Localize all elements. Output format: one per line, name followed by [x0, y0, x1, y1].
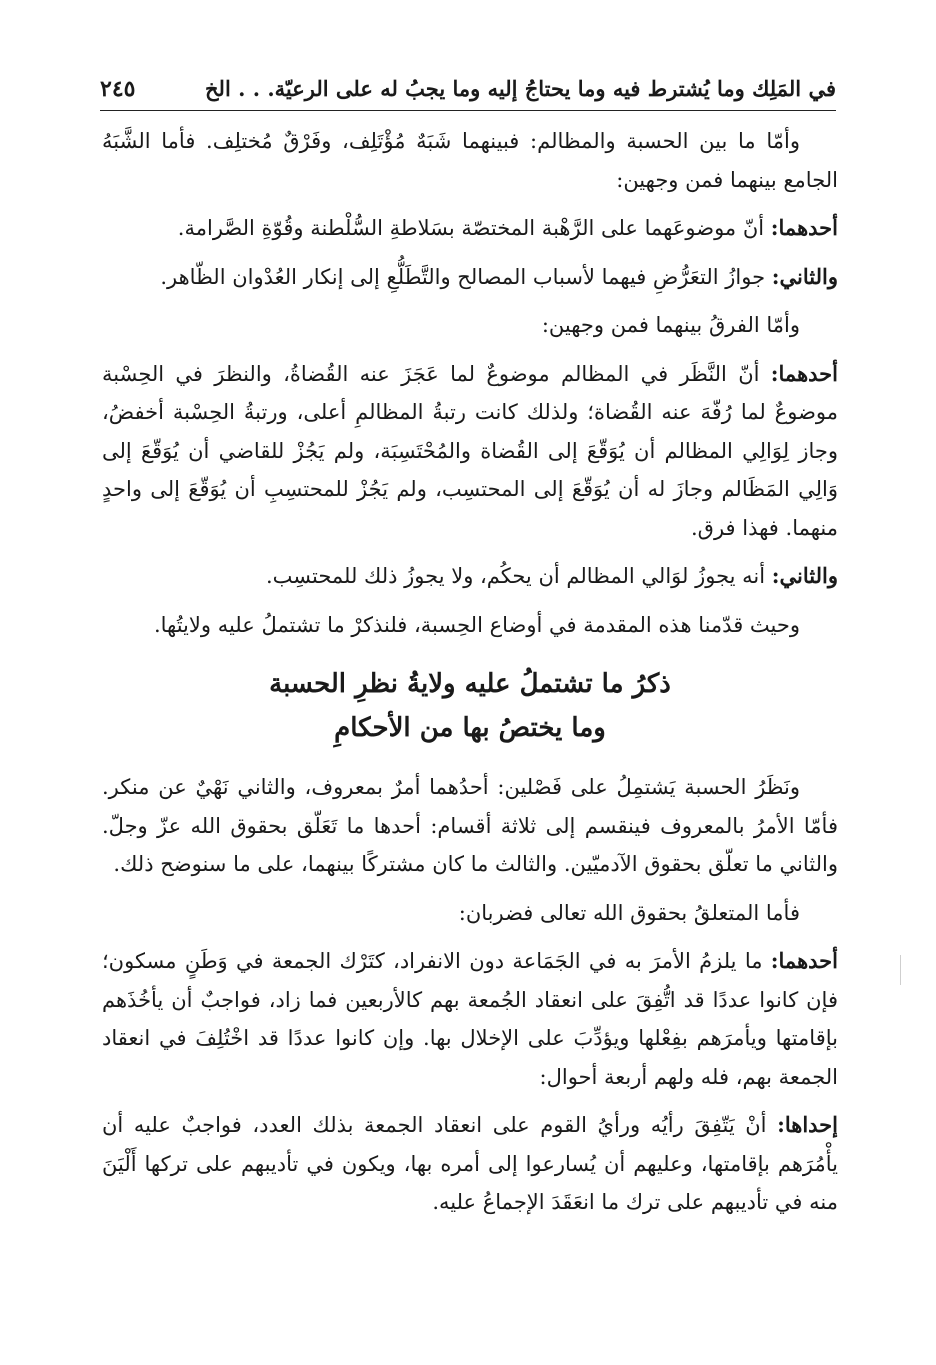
paragraph: [102, 768, 838, 884]
paragraph-lead: والثاني:: [771, 263, 838, 289]
section-heading: [102, 662, 838, 750]
paragraph: [102, 1106, 838, 1222]
paragraph-text: وحيث قدّمنا هذه المقدمة في أوضاع الحِسبة، فلنذكرْ ما تشتملُ عليه ولايتُها.: [153, 612, 800, 637]
paragraph: [102, 942, 838, 1096]
section-heading-line-1: ذكرُ ما تشتملُ عليه ولايةُ نظرِ الحسبة: [269, 669, 671, 699]
paragraph: [102, 894, 838, 933]
page-number: ٢٤٥: [100, 76, 136, 102]
paragraph-text: أنّ موضوعَهما على الرَّهْبة المختصّة بسَلاطةِ السُّلْطنة وقُوّةِ الصَّرامة.: [177, 216, 771, 240]
page-body: [102, 122, 838, 1232]
paragraph-lead: والثاني:: [771, 563, 838, 588]
paragraph-text: جوازُ التعَرُّضِ فيهما لأسباب المصالح والتَّطَلُّعِ إلى إنكار العُدْوان الظّاهر.: [160, 264, 772, 289]
paragraph-text: وأمّا الفرقُ بينهما فمن وجهين:: [541, 313, 800, 337]
paragraph-text: فأما المتعلقُ بحقوق الله تعالى فضربان:: [458, 900, 800, 925]
paragraph: [102, 258, 838, 297]
paragraph-lead: أحدهما:: [770, 948, 838, 973]
paragraph-lead: أحدهما:: [770, 360, 838, 386]
paragraph: [102, 557, 838, 596]
running-title: في المَلِك وما يُشترط فيه وما يحتاجُ إليه وما يجبُ له على الرعيّة. . . الخ: [204, 76, 836, 101]
paragraph-text: ما يلزمُ الأمرَ به في الجَمَاعة دون الانفراد، كتَرْك الجمعة في وَطَنٍ مسكون؛ فإن كانوا عددًا قد اتُّفِقَ على انعقاد الجُمعة بهم كالأربعين فما زاد، فواجبٌ أن يأخُذَهم بإقامتها ويأمرَهم بفِعْلها ويؤدِّبَ على الإخلال بها. وإن كانوا عددًا قد اخْتُلِفَ في انعقاد الجمعة بهم، فله ولهم أربعة أحوال:: [102, 949, 838, 1089]
paragraph-text: أنّ النَّظَر في المظالم موضوعٌ لما عَجَزَ عنه القُضاةُ، والنظرَ في الحِسْبة موضوعٌ لما رُفّهَ عنه القُضاة؛ ولذلك كانت رتبةُ المظالمِ أعلى، ورتبةُ الحِسْبة أخفضُ، وجاز لِوَالِي المظالم أن يُوَقّعَ إلى القُضاة والمُحْتَسِبَة، ولم يَجُزْ للقاضي أن يُوَقّعَ إلى وَالِي المَظَالم وجازَ له أن يُوَقّعَ إلى المحتسِب، ولم يَجُزْ للمحتسِبِ أن يُوَقّعَ إلى واحدٍ منهما. فهذا فرق.: [102, 361, 838, 540]
paragraph: [102, 209, 838, 248]
paragraph-text: ونَظَرُ الحسبة يَشتمِلُ على فَصْلين: أحدُهما أمرٌ بمعروف، والثاني نَهْيٌ عن منكر. فأمّا الأمرُ بالمعروف فينقسم إلى ثلاثة أقسام: أحدها ما تَعَلّق بحقوق الله عزّ وجلّ. والثاني ما تعلّق بحقوق الآدميّين. والثالث ما كان مشتركًا بينهما، على ما سنوضح ذلك.: [102, 775, 838, 876]
paragraph: [102, 306, 838, 345]
paragraph-lead: إحداها:: [777, 1112, 838, 1137]
section-heading-line-2: وما يختصُ بها من الأحكامِ: [334, 713, 606, 743]
paragraph: [102, 355, 838, 548]
paragraph-text: أنه يجوزُ لوَالي المظالم أن يحكُم، ولا يجوزُ ذلك للمحتسِب.: [265, 564, 772, 588]
paragraph: [102, 122, 838, 199]
paragraph: [102, 606, 838, 645]
paragraph-lead: أحدهما:: [770, 215, 838, 240]
scan-margin-mark: [900, 955, 901, 985]
paragraph-text: أنْ يَتّفِقَ رأيُه ورأيُ القوم على انعقاد الجمعة بذلك العدد، فواجبٌ عليه أن يأْمُرَهم بإقامتها، وعليهم أن يُسارعوا إلى أمره بها، ويكون في تأديبهم على تركها أَلْيَنَ منه في تأديبهم على ترك ما انعَقَدَ الإجماعُ عليه.: [102, 1113, 838, 1214]
paragraph-text: وأمّا ما بين الحسبة والمظالم: فبينهما شَبَهٌ مُؤْتَلِف، وفَرْقٌ مُختلِف. فأما الشَّبَهُ الجامع بينهما فمن وجهين:: [102, 129, 838, 192]
running-header: [100, 70, 836, 111]
